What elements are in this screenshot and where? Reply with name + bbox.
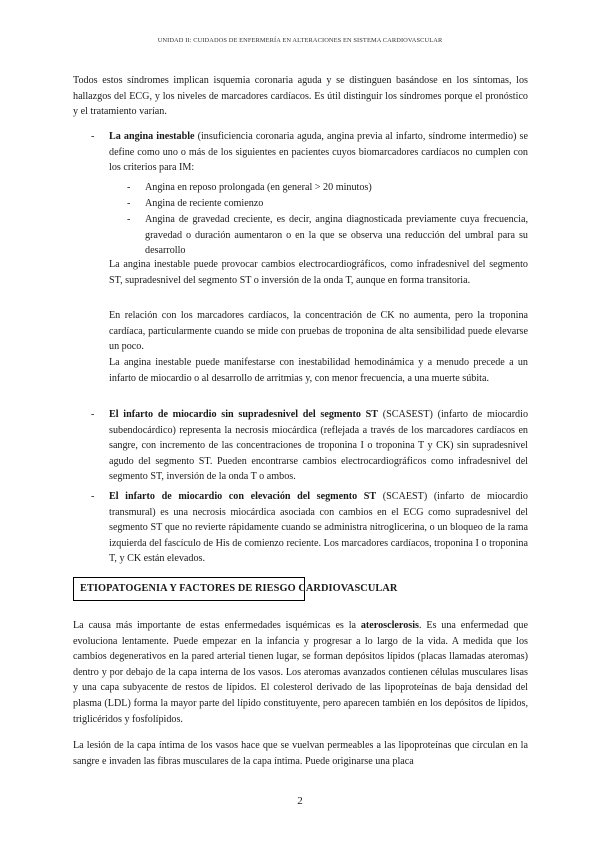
atherosclerosis-term: aterosclerosis (360, 620, 419, 631)
intro-paragraph: Todos estos síndromes implican isquemia coronaria aguda y se distinguen basándose en los síntomas, los hallazgos del ECG, y los niveles de marcadores cardíacos. Es útil distinguir los síndromes porque el pronóstico y el tratamiento varían. (73, 75, 528, 118)
nstemi-definition (109, 407, 528, 485)
sub-bullet-marker: - (127, 214, 131, 225)
criterion-item: Angina en reposo prolongada (en general > 20 minutos) (145, 182, 372, 193)
unstable-angina-definition (109, 129, 528, 176)
etio-text-before: La causa más importante de estas enfermedades isquémicas es la (73, 620, 361, 631)
etio-text-after: . Es una enfermedad que evoluciona lentamente. Puede empezar en la infancia y progresar a lo largo de la vida. A medida que los cambios degenerativos en la pared arterial tienen lugar, se forman depósitos lípidos (placas llamadas ateromas) dentro y por debajo de la capa interna de los vasos. Los ateromas avanzados contienen células musculares lisas y una capa subyacente de restos de lípidos. El colesterol derivado de las lipoproteínas de baja densidad del plasma (LDL) forma la mayor parte del lípido constituyente, pero aparecen también en los depósitos de lípidos, triglicéridos y fosfolípidos. (73, 620, 528, 725)
bullet-marker: - (91, 491, 95, 502)
page-number: 2 (297, 795, 303, 807)
section-heading: ETIOPATOGENIA Y FACTORES DE RIESGO CARDIOVASCULAR (73, 577, 305, 601)
page-header: UNIDAD II: CUIDADOS DE ENFERMERÍA EN ALTERACIONES EN SISTEMA CARDIOVASCULAR (157, 37, 443, 44)
bullet-marker: - (91, 131, 95, 142)
nstemi-text: (SCASEST) (infarto de miocardio subendocárdico) representa la necrosis miocárdica (reflejada a través de los marcadores cardíacos en sangre, con incremento de las concentraciones de troponina I o troponina T y CK) sin supradesnivel agudo del segmento ST. Pueden encontrarse cambios electrocardiográficos como infradesnivel del segmento ST, inversión de la onda T o ambos. (109, 409, 529, 483)
unstable-angina-text: (insuficiencia coronaria aguda, angina previa al infarto, síndrome intermedio) se define como uno o más de los siguientes en pacientes cuyos biomarcadores cardíacos no cumplen con los criterios para IM: (109, 131, 528, 174)
stemi-term: El infarto de miocardio con elevación del segmento ST (109, 491, 377, 502)
unstable-angina-markers-paragraph: En relación con los marcadores cardíacos, la concentración de CK no aumenta, pero la troponina cardíaca, particularmente cuando se mide con pruebas de troponina de alta sensibilidad puede elevarse un poco. (109, 310, 528, 353)
lesion-paragraph: La lesión de la capa íntima de los vasos hace que se vuelvan permeables a las lipoproteínas que circulan en la sangre e invaden las fibras musculares de la capa íntima. Puede originarse una placa (73, 740, 528, 767)
unstable-angina-hemodynamic-paragraph: La angina inestable puede manifestarse con inestabilidad hemodinámica y a menudo precede a un infarto de miocardio o al desarrollo de arritmias y, con menor frecuencia, a una muerte súbita. (109, 357, 528, 384)
etiopathogenesis-paragraph (73, 618, 528, 727)
unstable-angina-term: La angina inestable (109, 131, 195, 142)
unstable-angina-ecg-paragraph: La angina inestable puede provocar cambios electrocardiográficos, como infradesnivel del segmento ST, supradesnivel del segmento ST o inversión de la onda T, aunque en forma transitoria. (109, 259, 528, 286)
bullet-marker: - (91, 409, 95, 420)
sub-bullet-marker: - (127, 182, 131, 193)
criterion-item: Angina de reciente comienzo (145, 198, 264, 209)
nstemi-term: El infarto de miocardio sin supradesnivel del segmento ST (109, 409, 379, 420)
criterion-item: Angina de gravedad creciente, es decir, angina diagnosticada previamente cuya frecuencia, gravedad o duración aumentaron o en la que se observa una reducción del umbral para su desarrollo (145, 214, 528, 257)
stemi-text: (SCAEST) (infarto de miocardio transmural) es una necrosis miocárdica asociada con cambios en el ECG como supradesnivel del segmento ST que no revierte rápidamente cuando se administra nitroglicerina, o un bloqueo de la rama izquierda del fascículo de His de comienzo reciente. Los marcadores cardíacos, troponina I o troponina T, y CK están elevados. (109, 491, 528, 565)
stemi-definition (109, 489, 528, 567)
sub-bullet-marker: - (127, 198, 131, 209)
